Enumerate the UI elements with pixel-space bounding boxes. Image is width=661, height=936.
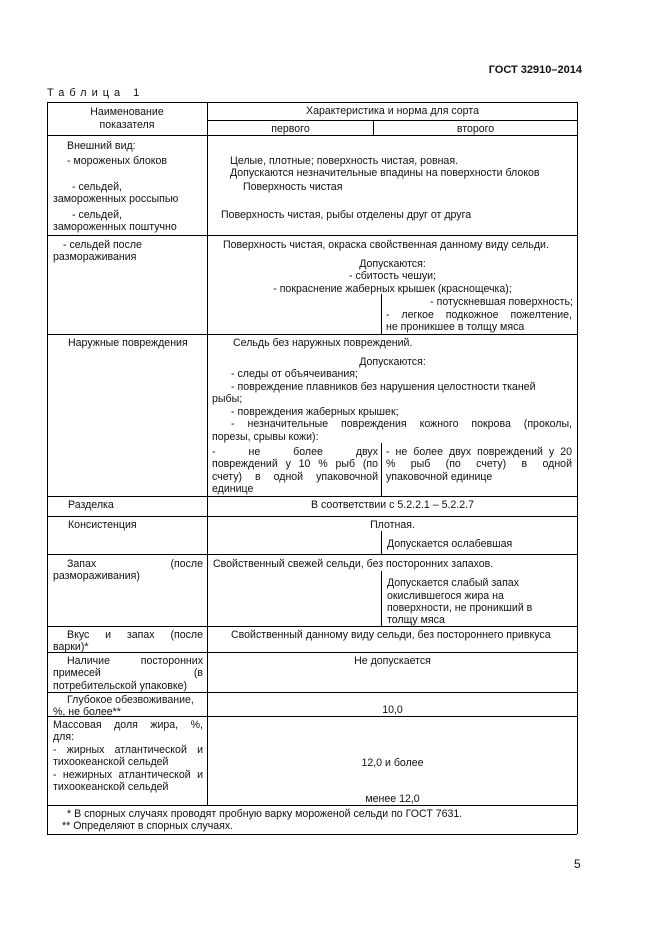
damage-first-limit: единице bbox=[212, 483, 254, 495]
row-line bbox=[47, 652, 577, 653]
row-line bbox=[47, 516, 577, 517]
header-group-line bbox=[207, 120, 577, 121]
damage-first-limit: повреждений у 10 % рыб (по bbox=[212, 458, 378, 470]
table-border-top bbox=[47, 102, 577, 103]
header-group: Характеристика и норма для сорта bbox=[306, 105, 479, 117]
document-id: ГОСТ 32910–2014 bbox=[488, 64, 582, 76]
damage-fins: - повреждение плавников без нарушения целостности тканей bbox=[231, 381, 536, 393]
thawed-yellow: - легкое подкожное пожелтение, bbox=[386, 309, 572, 321]
damage-first-limit: счету) в одной упаковочной bbox=[212, 471, 378, 483]
cutting-text: В соответствии с 5.2.2.1 – 5.2.2.7 bbox=[311, 499, 474, 511]
consistency-second: Допускается ослабевшая bbox=[387, 538, 513, 550]
smell-second: толщу мяса bbox=[387, 614, 445, 626]
smell-second: окислившегося жира на bbox=[387, 590, 504, 602]
row-line bbox=[47, 334, 577, 335]
table-border-right bbox=[577, 102, 578, 834]
row-line bbox=[47, 496, 577, 497]
fat-label: для: bbox=[53, 731, 75, 743]
fat-label: - жирных атлантической и bbox=[53, 744, 203, 756]
sort-divider bbox=[381, 531, 382, 554]
damage-label: Наружные повреждения bbox=[68, 337, 188, 349]
fat-label: - нежирных атлантической и bbox=[53, 769, 203, 781]
table-border-bottom bbox=[47, 834, 577, 835]
cutting-label: Разделка bbox=[68, 499, 114, 511]
thawed-text: Поверхность чистая, окраска свойственная данному виду сельди. bbox=[223, 239, 549, 251]
thawed-allowed: Допускаются: bbox=[359, 258, 426, 270]
fat-fatty-value: 12,0 и более bbox=[361, 757, 424, 769]
row-line bbox=[47, 235, 577, 236]
thawed-label: - сельдей после bbox=[63, 239, 142, 251]
fat-label: тихоокеанской сельдей bbox=[53, 756, 169, 768]
frozen-blocks-text: Допускаются незначительные впадины на поверхности блоков bbox=[230, 167, 540, 179]
sort-divider bbox=[381, 443, 382, 496]
row-line bbox=[47, 626, 577, 627]
thawed-yellow: не проникшее в толщу мяса bbox=[386, 321, 525, 333]
glazing-label: %, не более** bbox=[53, 706, 121, 718]
fat-label: тихоокеанской сельдей bbox=[53, 781, 169, 793]
fat-lean-value: менее 12,0 bbox=[365, 793, 420, 805]
smell-text: Свойственный свежей сельди, без посторонних запахов. bbox=[213, 558, 494, 570]
header-name-line2: показателя bbox=[99, 119, 155, 131]
footnote: * В спорных случаях проводят пробную варку мороженой сельди по ГОСТ 7631. bbox=[67, 808, 463, 820]
header-first-grade: первого bbox=[271, 123, 310, 135]
damage-first-limit: - не более двух bbox=[212, 446, 378, 458]
thawed-scales: - сбитость чешуи; bbox=[348, 270, 437, 282]
piece-label: замороженных поштучно bbox=[53, 221, 177, 233]
damage-skin: порезы, срывы кожи): bbox=[212, 431, 319, 443]
smell-label: размораживания) bbox=[53, 570, 140, 582]
impurities-label: потребительской упаковке) bbox=[53, 680, 188, 692]
impurities-label: примесей (в bbox=[53, 667, 203, 679]
damage-fins: рыбы; bbox=[212, 393, 243, 405]
thawed-dull: - потускневшая поверхность; bbox=[430, 296, 573, 308]
table-caption: Таблица 1 bbox=[47, 87, 145, 99]
appearance-title: Внешний вид: bbox=[67, 140, 136, 152]
damage-skin: - незначительные повреждения кожного покрова (проколы, bbox=[231, 418, 572, 430]
impurities-label: Наличие посторонних bbox=[67, 655, 203, 667]
loose-text: Поверхность чистая bbox=[243, 181, 343, 193]
damage-gill: - повреждения жаберных крышек; bbox=[231, 406, 399, 418]
smell-label: Запах (после bbox=[67, 558, 203, 570]
header-name-line1: Наименование bbox=[90, 106, 164, 118]
smell-second: поверхности, не проникший в bbox=[387, 602, 533, 614]
damage-second-limit: - не более двух повреждений у 20 bbox=[386, 446, 572, 458]
taste-label: Вкус и запах (после bbox=[67, 629, 203, 641]
loose-label: - сельдей, bbox=[72, 181, 122, 193]
smell-second: Допускается слабый запах bbox=[387, 577, 519, 589]
damage-traces: - следы от объячеивания; bbox=[231, 368, 358, 380]
thawed-gills: - покраснение жаберных крышек (краснощечка); bbox=[273, 283, 512, 295]
loose-label: замороженных россыпью bbox=[53, 193, 179, 205]
damage-second-limit: упаковочной единице bbox=[386, 471, 493, 483]
footnote: ** Определяют в спорных случаях. bbox=[62, 820, 234, 832]
impurities-text: Не допускается bbox=[354, 655, 431, 667]
frozen-blocks-text: Целые, плотные; поверхность чистая, ровная. bbox=[230, 155, 459, 167]
piece-text: Поверхность чистая, рыбы отделены друг от друга bbox=[221, 209, 472, 221]
frozen-blocks-label: - мороженых блоков bbox=[67, 155, 168, 167]
page-number: 5 bbox=[574, 857, 581, 871]
damage-allowed: Допускаются: bbox=[359, 356, 426, 368]
damage-text: Сельдь без наружных повреждений. bbox=[233, 337, 413, 349]
taste-label: варки)* bbox=[53, 641, 89, 653]
damage-second-limit: % рыб (по счету) в одной bbox=[386, 458, 572, 470]
consistency-text: Плотная. bbox=[370, 519, 415, 531]
glazing-label: Глубокое обезвоживание, bbox=[67, 694, 194, 706]
table-border-left bbox=[47, 102, 48, 834]
header-second-grade: второго bbox=[456, 123, 495, 135]
piece-label: - сельдей, bbox=[72, 209, 122, 221]
sort-divider bbox=[381, 571, 382, 626]
row-line bbox=[47, 554, 577, 555]
fat-label: Массовая доля жира, %, bbox=[53, 719, 203, 731]
column-divider bbox=[207, 102, 208, 805]
glazing-value: 10,0 bbox=[382, 704, 403, 716]
thawed-label: размораживания bbox=[53, 251, 137, 263]
consistency-label: Консистенция bbox=[68, 519, 137, 531]
taste-text: Свойственный данному виду сельди, без постороннего привкуса bbox=[231, 629, 551, 641]
